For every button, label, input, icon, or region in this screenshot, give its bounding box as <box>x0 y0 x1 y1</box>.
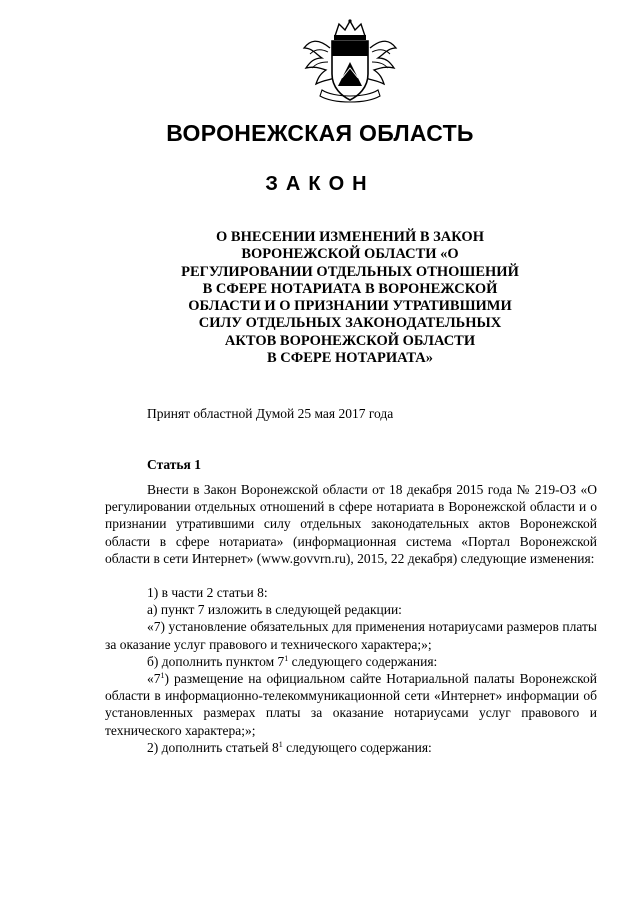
text-fragment: «7 <box>147 671 161 687</box>
law-title-line: О ВНЕСЕНИИ ИЗМЕНЕНИЙ В ЗАКОН <box>216 229 484 245</box>
article-heading: Статья 1 <box>147 457 201 472</box>
paragraph-item-1: 1) в части 2 статьи 8: <box>147 585 268 601</box>
paragraph-new-item-7-1 <box>105 670 597 739</box>
law-title-line: АКТОВ ВОРОНЕЖСКОЙ ОБЛАСТИ <box>224 332 476 349</box>
region-heading: ВОРОНЕЖСКАЯ ОБЛАСТЬ <box>166 120 474 146</box>
law-title-line: В СФЕРЕ НОТАРИАТА В ВОРОНЕЖСКОЙ <box>202 280 498 297</box>
text-fragment: следующего содержания: <box>288 653 438 669</box>
paragraph-item-b <box>105 653 597 670</box>
law-title-line: РЕГУЛИРОВАНИИ ОТДЕЛЬНЫХ ОТНОШЕНИЙ <box>181 263 519 280</box>
text-fragment: следующего содержания: <box>282 739 432 755</box>
paragraph-item-2 <box>105 739 597 756</box>
article-intro-paragraph: Внести в Закон Воронежской области от 18 декабря 2015 года № 219-ОЗ «О регулировании отдельных отношений в сфере нотариата в Воронежской области и о признании утратившими силу отдельных законодательных актов Воронежской области в сфере нотариата» (информационная система «Портал Воронежской области в сети Интернет» (www.govvrn.ru), 2015, 22 декабря) следующие изменения: <box>105 482 597 566</box>
law-title-line: ОБЛАСТИ И О ПРИЗНАНИИ УТРАТИВШИМИ <box>188 298 512 315</box>
paragraph-new-item-7: «7) установление обязательных для применения нотариусами размеров платы за оказание услуг правового и технического характера;»; <box>105 619 597 652</box>
paragraph-item-a: а) пункт 7 изложить в следующей редакции: <box>147 602 402 618</box>
superscript: 1 <box>278 739 283 749</box>
law-title-line: В СФЕРЕ НОТАРИАТА» <box>266 350 434 367</box>
law-title-line: СИЛУ ОТДЕЛЬНЫХ ЗАКОНОДАТЕЛЬНЫХ <box>198 315 502 332</box>
superscript: 1 <box>284 653 289 663</box>
adoption-note: Принят областной Думой 25 мая 2017 года <box>147 406 394 421</box>
superscript: 1 <box>160 671 165 681</box>
law-title <box>160 229 540 367</box>
text-fragment: 2) дополнить статьей 8 <box>147 739 279 755</box>
article-body <box>105 481 597 756</box>
text-fragment: ) размещение на официальном сайте Нотариальной палаты Воронежской области в информационно-телекоммуникационной сети «Интернет» информации об установленных размерах платы за оказание нотариусами услуг правового и технического характера;»; <box>105 671 597 738</box>
text-fragment: б) дополнить пунктом 7 <box>147 653 285 669</box>
document-type-heading: ЗАКОН <box>265 173 375 195</box>
voronezh-coat-of-arms-emblem <box>300 18 400 108</box>
law-title-line: ВОРОНЕЖСКОЙ ОБЛАСТИ «О <box>241 246 459 263</box>
